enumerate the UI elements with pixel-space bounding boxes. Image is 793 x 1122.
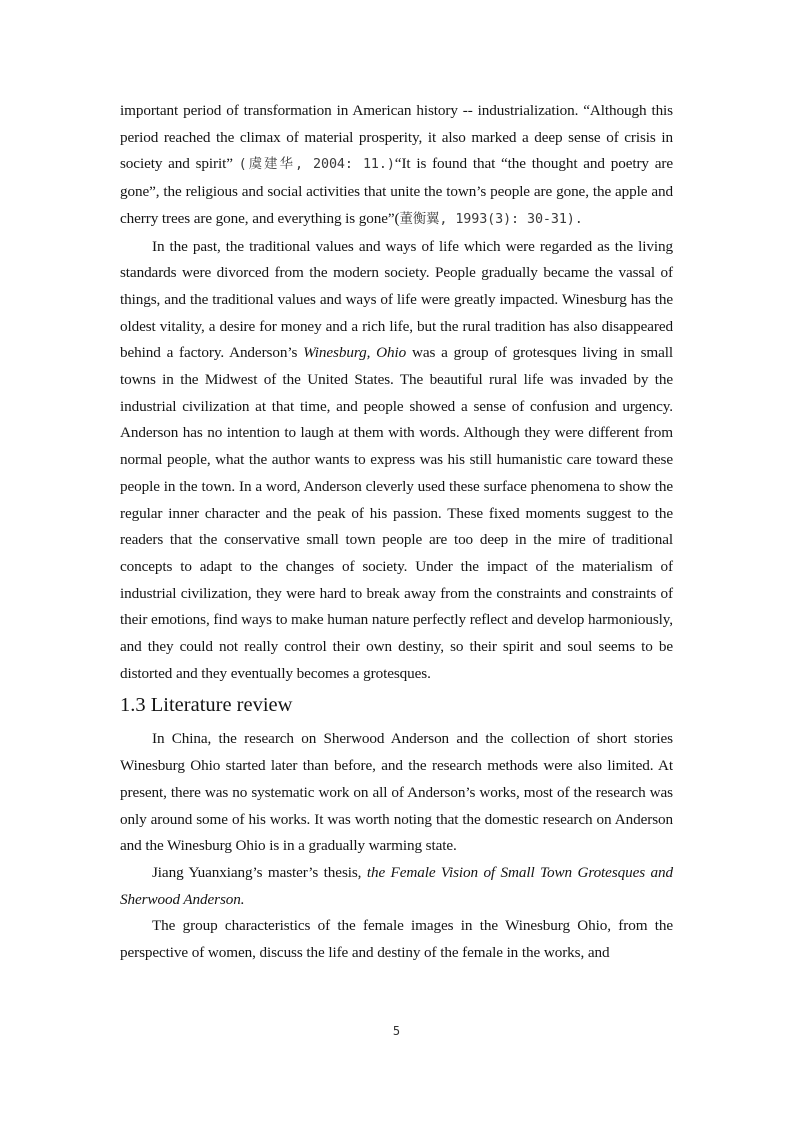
- paragraph-4: [120, 860, 673, 913]
- paragraph-2-text-a: In the past, the traditional values and ways of life which were regarded as the living standards were divorced from the modern society. People gradually became the vassal of things, and the traditional values and ways of life were greatly impacted. Winesburg has the oldest vitality, a desire for money and a rich life, but the rural tradition has also disappeared behind a factory. Anderson’s: [120, 237, 673, 362]
- paragraph-1-text-a: important period of transformation in American history -- industrialization. “Although this period reached the climax of material prosperity, it also marked a deep sense of crisis in society and spirit”: [120, 102, 673, 173]
- citation-yu-jianhua: (虞建华, 2004: 11.): [238, 157, 395, 173]
- book-title-italic: Winesburg, Ohio: [303, 344, 407, 362]
- paragraph-4-text: Jiang Yuanxiang’s master’s thesis,: [152, 863, 367, 881]
- document-body: [120, 98, 673, 967]
- paragraph-5: The group characteristics of the female images in the Winesburg Ohio, from the perspective of women, discuss the life and destiny of the female in the works, and: [120, 917, 673, 962]
- paragraph-2: [120, 234, 673, 688]
- section-heading: 1.3 Literature review: [120, 694, 293, 717]
- paragraph-1: [120, 98, 673, 234]
- page-number: 5: [392, 1024, 401, 1038]
- paragraph-1-text-b: “It is found that “the thought and poetry are gone”, the religious and social activities that unite the town’s people are gone, the apple and cherry trees are gone, and everything is gone”(: [120, 155, 673, 227]
- citation-dong-hengyi: 董衡翼, 1993(3): 30-31).: [399, 211, 583, 227]
- paragraph-2-text-b: was a group of grotesques living in small towns in the Midwest of the United States. The beautiful rural life was invaded by the industrial civilization at that time, and people showed a sense of confusion and urgency. Anderson has no intention to laugh at them with words. Although they were different from normal people, what the author wants to express was his still humanistic care toward these people in the town. In a word, Anderson cleverly used these surface phenomena to show the regular inner character and the peak of his passion. These fixed moments suggest to the readers that the conservative small town people are too deep in the mire of traditional concepts to adapt to the changes of society. Under the impact of the materialism of industrial civilization, they were hard to break away from the constraints and constraints of their emotions, find ways to make human nature perfectly reflect and develop harmoniously, and they could not really control their own destiny, so their spirit and soul seems to be distorted and they eventually becomes a grotesques.: [120, 344, 674, 682]
- paragraph-3: In China, the research on Sherwood Anderson and the collection of short stories Winesburg Ohio started later than before, and the research methods were also limited. At present, there was no systematic work on all of Anderson’s works, most of the research was only around some of his works. It was worth noting that the domestic research on Anderson and the Winesburg Ohio is in a gradually warming state.: [120, 730, 673, 855]
- thesis-title-italic: the Female Vision of Small Town Grotesques and Sherwood Anderson.: [120, 863, 673, 908]
